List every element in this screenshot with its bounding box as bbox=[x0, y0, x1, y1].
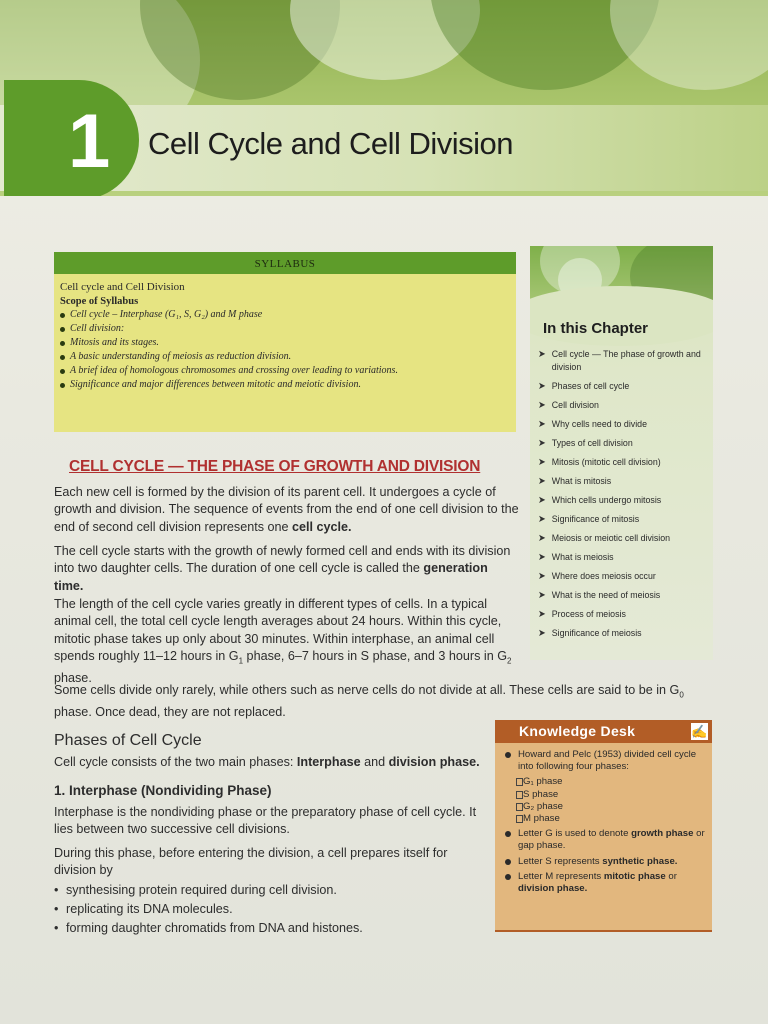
syllabus-item: Cell cycle – Interphase (G₁, S, G₂) and M phase bbox=[60, 309, 509, 320]
arrow-icon: ➤ bbox=[538, 419, 546, 430]
syllabus-item: A basic understanding of meiosis as reduction division. bbox=[60, 351, 509, 362]
paragraph: The cell cycle starts with the growth of newly formed cell and ends with its division into two daughter cells. The duration of one cell cycle is called the generation time. bbox=[54, 544, 511, 593]
pen-icon: ✍ bbox=[691, 724, 708, 739]
in-this-chapter-title: In this Chapter bbox=[543, 320, 649, 337]
checkbox-icon bbox=[516, 791, 523, 799]
chapter-contents-item: ➤ Significance of mitosis bbox=[538, 514, 640, 525]
checkbox-icon bbox=[516, 815, 523, 823]
subsection-heading: 1. Interphase (Nondividing Phase) bbox=[54, 783, 272, 798]
chapter-number: 1 bbox=[68, 99, 109, 184]
arrow-icon: ➤ bbox=[538, 457, 546, 468]
arrow-icon: ➤ bbox=[538, 495, 546, 506]
chapter-contents-item: ➤ Phases of cell cycle bbox=[538, 381, 630, 392]
paragraph: Each new cell is formed by the division of its parent cell. It undergoes a cycle of growth and division. The sequence of events from the end of one cell division to the end of second cell division represents one cell cycle. bbox=[54, 485, 519, 534]
chapter-contents-item: ➤ Which cells undergo mitosis bbox=[538, 495, 662, 506]
paragraph: Some cells divide only rarely, while others such as nerve cells do not divide at all. These cells are said to be in $G_0$ phase. Once dead, they are not replaced. bbox=[54, 683, 684, 719]
banner-decoration bbox=[610, 0, 768, 90]
sidebar-decoration bbox=[530, 246, 713, 308]
knowledge-item: Letter S represents synthetic phase. bbox=[503, 856, 706, 868]
chapter-contents-item: ➤ Cell division bbox=[538, 400, 599, 411]
chapter-contents-item: ➤ What is meiosis bbox=[538, 552, 614, 563]
arrow-icon: ➤ bbox=[538, 533, 546, 544]
list-item: • synthesising protein required during cell division. bbox=[54, 881, 484, 900]
syllabus-topic: Cell cycle and Cell Division bbox=[60, 281, 185, 293]
chapter-contents-item: ➤ Why cells need to divide bbox=[538, 419, 647, 430]
in-this-chapter-panel bbox=[530, 246, 713, 660]
syllabus-item: Mitosis and its stages. bbox=[60, 337, 509, 348]
arrow-icon: ➤ bbox=[538, 438, 546, 449]
chapter-contents-item: ➤ What is the need of meiosis bbox=[538, 590, 661, 601]
knowledge-item: Letter M represents mitotic phase or division phase. bbox=[503, 871, 706, 895]
chapter-contents-item: ➤ Significance of meiosis bbox=[538, 628, 642, 639]
chapter-contents-item: ➤ Process of meiosis bbox=[538, 609, 626, 620]
arrow-icon: ➤ bbox=[538, 514, 546, 525]
list-item: • replicating its DNA molecules. bbox=[54, 900, 484, 919]
arrow-icon: ➤ bbox=[538, 609, 546, 620]
syllabus-box bbox=[54, 252, 516, 432]
arrow-icon: ➤ bbox=[538, 628, 546, 639]
arrow-icon: ➤ bbox=[538, 349, 546, 360]
knowledge-item: Howard and Pelc (1953) divided cell cycle into following four phases: bbox=[503, 749, 706, 773]
knowledge-desk-box bbox=[495, 720, 712, 932]
arrow-icon: ➤ bbox=[538, 381, 546, 392]
chapter-contents-item: ➤ Mitosis (mitotic cell division) bbox=[538, 457, 661, 468]
phase-list-item: G₁ phase bbox=[503, 776, 706, 788]
paragraph: During this phase, before entering the division, a cell prepares itself for division by bbox=[54, 846, 448, 878]
arrow-icon: ➤ bbox=[538, 571, 546, 582]
checkbox-icon bbox=[516, 778, 523, 786]
section-heading: CELL CYCLE — THE PHASE OF GROWTH AND DIVISION bbox=[69, 458, 481, 475]
chapter-contents-item: ➤ Types of cell division bbox=[538, 438, 633, 449]
paragraph: The length of the cell cycle varies greatly in different types of cells. In a typical animal cell, the total cell cycle length averages about 24 hours. Within this cycle, mitotic phase takes up only about 30 minutes. Within interphase, an animal cell spends roughly 11–12 hours in $G_1$ phase, 6–7 hours in S phase, and 3 hours in $G_2$ phase. bbox=[54, 597, 512, 686]
chapter-contents-list bbox=[538, 348, 710, 646]
phase-list-item: S phase bbox=[503, 789, 706, 801]
bullet-list bbox=[54, 881, 484, 938]
chapter-banner bbox=[0, 0, 768, 196]
syllabus-item: Significance and major differences between mitotic and meiotic division. bbox=[60, 379, 509, 390]
paragraph: Interphase is the nondividing phase or the preparatory phase of cell cycle. It lies between two successive cell divisions. bbox=[54, 805, 477, 837]
knowledge-desk-title: Knowledge Desk ✍ bbox=[495, 720, 712, 743]
chapter-title: Cell Cycle and Cell Division bbox=[148, 126, 514, 161]
arrow-icon: ➤ bbox=[538, 552, 546, 563]
chapter-contents-item: ➤ Where does meiosis occur bbox=[538, 571, 656, 582]
phase-list-item: G₂ phase bbox=[503, 801, 706, 813]
list-item: • forming daughter chromatids from DNA and histones. bbox=[54, 919, 484, 938]
syllabus-heading: SYLLABUS bbox=[54, 252, 516, 274]
phase-list-item: M phase bbox=[503, 813, 706, 825]
syllabus-item: A brief idea of homologous chromosomes and crossing over leading to variations. bbox=[60, 365, 509, 376]
syllabus-item: Cell division: bbox=[60, 323, 509, 334]
checkbox-icon bbox=[516, 803, 523, 811]
syllabus-scope-label: Scope of Syllabus bbox=[60, 296, 139, 307]
knowledge-item: Letter G is used to denote growth phase or gap phase. bbox=[503, 828, 706, 852]
arrow-icon: ➤ bbox=[538, 590, 546, 601]
chapter-contents-item: ➤ What is mitosis bbox=[538, 476, 612, 487]
divider bbox=[495, 930, 712, 932]
subsection-heading: Phases of Cell Cycle bbox=[54, 732, 202, 749]
chapter-contents-item: ➤ Cell cycle — The phase of growth and division bbox=[538, 349, 701, 373]
arrow-icon: ➤ bbox=[538, 476, 546, 487]
arrow-icon: ➤ bbox=[538, 400, 546, 411]
paragraph: Cell cycle consists of the two main phases: Interphase and division phase. bbox=[54, 755, 480, 769]
chapter-contents-item: ➤ Meiosis or meiotic cell division bbox=[538, 533, 671, 544]
